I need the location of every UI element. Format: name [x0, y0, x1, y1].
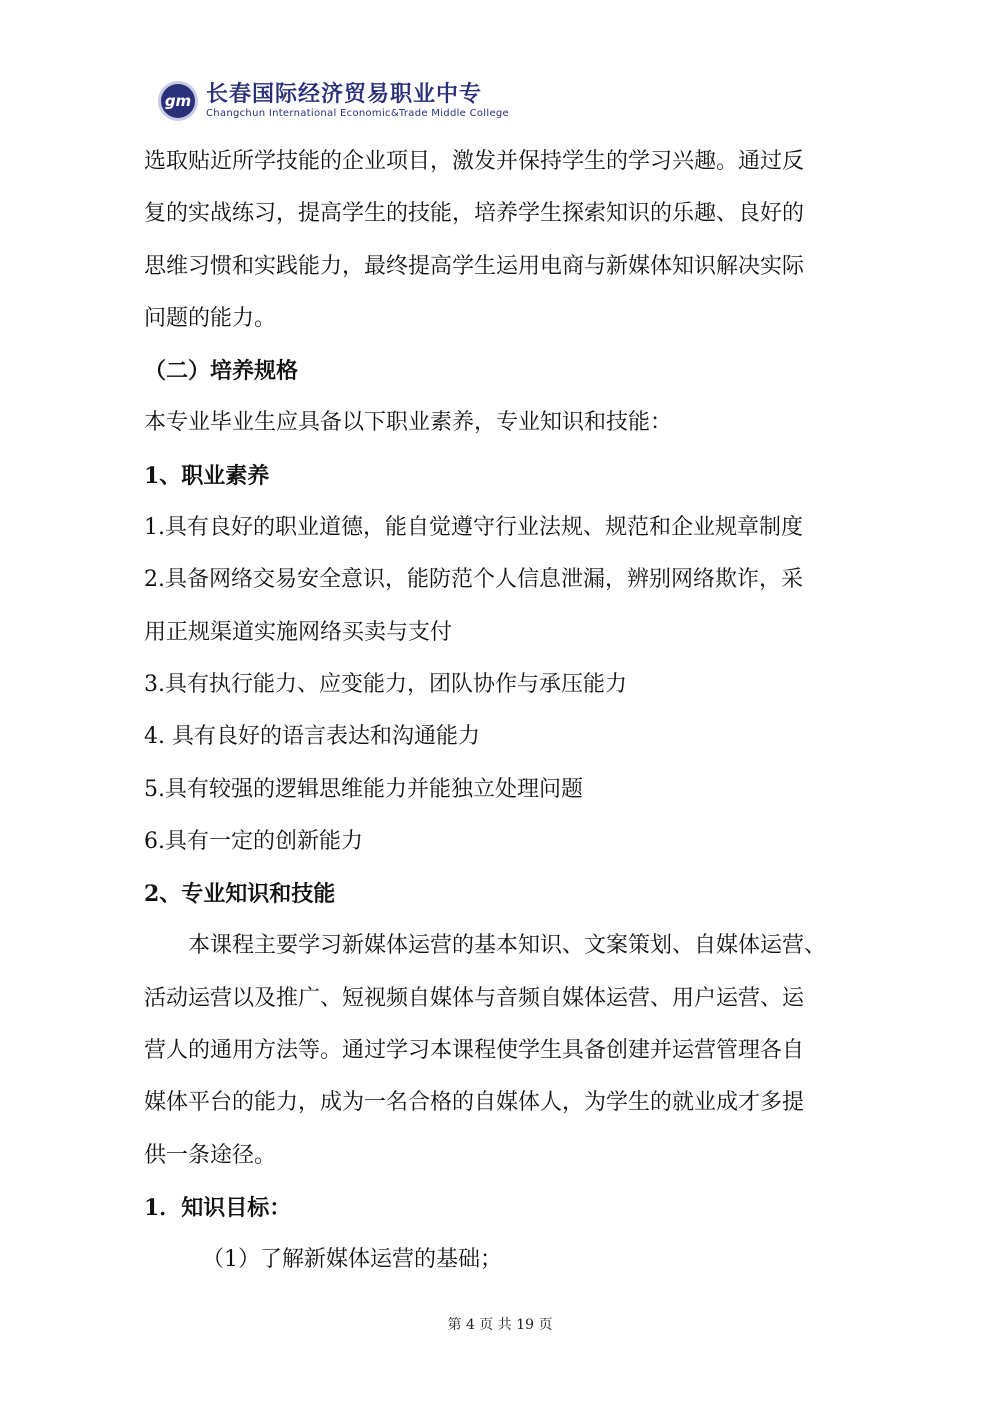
paragraph-line: 活动运营以及推广、短视频自媒体与音频自媒体运营、用户运营、运: [144, 985, 805, 1011]
logo-text: gm: [164, 92, 192, 110]
list-item: 1.具有良好的职业道德，能自觉遵守行业法规、规范和企业规章制度: [144, 515, 803, 541]
list-item: 5.具有较强的逻辑思维能力并能独立处理问题: [144, 776, 583, 802]
paragraph-line: 本专业毕业生应具备以下职业素养，专业知识和技能：: [144, 410, 673, 436]
school-brand: [206, 82, 509, 120]
list-item: 6.具有一定的创新能力: [144, 828, 363, 854]
list-item-continuation: 用正规渠道实施网络买卖与支付: [144, 619, 453, 645]
paragraph-line: 营人的通用方法等。通过学习本课程使学生具备创建并运营管理各自: [144, 1038, 805, 1064]
subsection-heading: 1、职业素养: [144, 462, 270, 489]
list-item: （1）了解新媒体运营的基础；: [202, 1247, 502, 1273]
list-item: 2.具备网络交易安全意识，能防范个人信息泄漏，辨别网络欺诈，采: [144, 567, 803, 593]
document-body: [144, 136, 860, 1287]
subsection-heading: 2、专业知识和技能: [144, 881, 336, 908]
section-heading: （二）培养规格: [144, 358, 299, 385]
list-item: 4. 具有良好的语言表达和沟通能力: [144, 724, 480, 750]
paragraph-line: 思维习惯和实践能力，最终提高学生运用电商与新媒体知识解决实际: [144, 253, 805, 279]
school-name-cn: 长春国际经济贸易职业中专: [206, 82, 483, 107]
paragraph-line: 本课程主要学习新媒体运营的基本知识、文案策划、自媒体运营、: [188, 933, 827, 959]
list-item: 3.具有执行能力、应变能力，团队协作与承压能力: [144, 671, 627, 697]
page-number-footer: 第 4 页 共 19 页: [447, 1317, 553, 1333]
page-header: [158, 76, 509, 126]
school-name-en: Changchun International Economic&Trade Middle College: [206, 108, 510, 119]
paragraph-line: 媒体平台的能力，成为一名合格的自媒体人，为学生的就业成才多提: [144, 1090, 805, 1116]
paragraph-line: 选取贴近所学技能的企业项目，激发并保持学生的学习兴趣。通过反: [144, 149, 805, 174]
paragraph-line: 问题的能力。: [144, 305, 277, 331]
subsection-heading: 1．知识目标：: [144, 1194, 292, 1221]
school-logo-icon: [158, 81, 198, 121]
paragraph-line: 供一条途径。: [144, 1142, 277, 1168]
paragraph-line: 复的实战练习，提高学生的技能，培养学生探索知识的乐趣、良好的: [144, 201, 805, 227]
